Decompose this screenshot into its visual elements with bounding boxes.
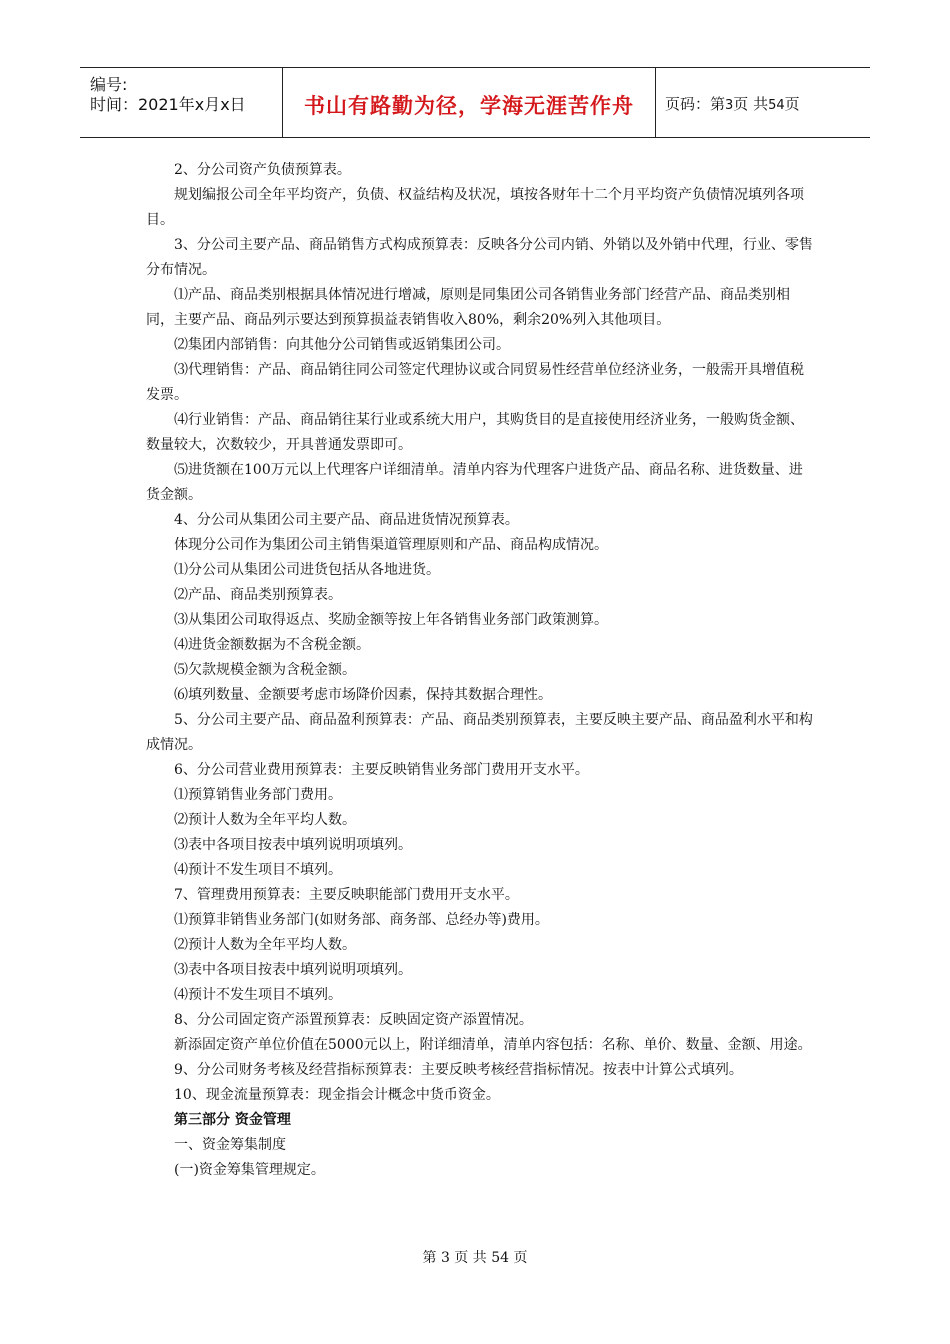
body-paragraph: ⑵产品、商品类别预算表。	[174, 587, 342, 603]
body-paragraph: 规划编报公司全年平均资产，负债、权益结构及状况，填按各财年十二个月平均资产负债情况填列各项目。	[146, 187, 804, 228]
document-number-label: 编号:	[90, 75, 128, 94]
body-paragraph: 6、分公司营业费用预算表：主要反映销售业务部门费用开支水平。	[174, 762, 589, 778]
page-code-prefix: 页码：第	[665, 95, 726, 113]
body-paragraph: ⑴预算销售业务部门费用。	[174, 787, 342, 803]
header-page-code-cell	[655, 68, 870, 137]
document-body	[146, 158, 814, 1183]
body-paragraph: ⑶从集团公司取得返点、奖励金额等按上年各销售业务部门政策测算。	[174, 612, 608, 628]
body-paragraph: ⑸进货额在100万元以上代理客户详细清单。清单内容为代理客户进货产品、商品名称、进货数量、进货金额。	[146, 462, 803, 503]
body-paragraph: 新添固定资产单位价值在5000元以上，附详细清单，清单内容包括：名称、单价、数量、金额、用途。	[174, 1037, 812, 1053]
body-paragraph: 3、分公司主要产品、商品销售方式构成预算表：反映各分公司内销、外销以及外销中代理，行业、零售分布情况。	[146, 237, 813, 278]
body-paragraph: ⑷进货金额数据为不含税金额。	[174, 637, 370, 653]
body-paragraph: ⑹填列数量、金额要考虑市场降价因素，保持其数据合理性。	[174, 687, 552, 703]
body-paragraph: 5、分公司主要产品、商品盈利预算表：产品、商品类别预算表，主要反映主要产品、商品盈利水平和构成情况。	[146, 712, 813, 753]
body-paragraph: (一)资金筹集管理规定。	[174, 1162, 325, 1178]
body-paragraph: ⑷行业销售：产品、商品销往某行业或系统大用户，其购货目的是直接使用经济业务，一般购货金额、数量较大，次数较少，开具普通发票即可。	[146, 412, 804, 453]
document-time-label: 时间：2021年x月x日	[90, 95, 246, 114]
header-motto-cell	[282, 68, 656, 137]
body-paragraph: 10、现金流量预算表：现金指会计概念中货币资金。	[174, 1087, 500, 1103]
body-paragraph: ⑷预计不发生项目不填列。	[174, 987, 342, 1003]
body-paragraph: 2、分公司资产负债预算表。	[174, 162, 351, 178]
section-heading: 第三部分 资金管理	[174, 1112, 291, 1128]
body-paragraph: ⑵预计人数为全年平均人数。	[174, 937, 356, 953]
body-paragraph: ⑸欠款规模金额为含税金额。	[174, 662, 356, 678]
body-paragraph: 体现分公司作为集团公司主销售渠道管理原则和产品、商品构成情况。	[174, 537, 608, 553]
body-paragraph: ⑴分公司从集团公司进货包括从各地进货。	[174, 562, 440, 578]
body-paragraph: ⑷预计不发生项目不填列。	[174, 862, 342, 878]
header-page-code	[665, 93, 800, 114]
body-paragraph: ⑶表中各项目按表中填列说明项填列。	[174, 962, 412, 978]
body-paragraph: 7、管理费用预算表：主要反映职能部门费用开支水平。	[174, 887, 519, 903]
footer-page-number: 第 3 页 共 54 页	[422, 1250, 528, 1266]
body-paragraph: 8、分公司固定资产添置预算表：反映固定资产添置情况。	[174, 1012, 533, 1028]
page-code-suffix: 页	[784, 95, 800, 113]
page-footer	[0, 1247, 950, 1267]
body-paragraph: ⑶代理销售：产品、商品销往同公司签定代理协议或合同贸易性经营单位经济业务，一般需开具增值税发票。	[146, 362, 804, 403]
body-paragraph: ⑵集团内部销售：向其他分公司销售或返销集团公司。	[174, 337, 510, 353]
page-code-mid: 页 共	[733, 95, 769, 113]
header-meta-cell	[80, 68, 282, 137]
body-paragraph: ⑵预计人数为全年平均人数。	[174, 812, 356, 828]
page-code-current: 3	[725, 98, 734, 113]
header-motto: 书山有路勤为径，学海无涯苦作舟	[304, 94, 634, 118]
page-header	[80, 67, 870, 138]
body-paragraph: 4、分公司从集团公司主要产品、商品进货情况预算表。	[174, 512, 519, 528]
page-code-total: 54	[768, 98, 785, 113]
body-paragraph: 一、资金筹集制度	[174, 1137, 286, 1153]
body-paragraph: 9、分公司财务考核及经营指标预算表：主要反映考核经营指标情况。按表中计算公式填列。	[174, 1062, 743, 1078]
body-paragraph: ⑴预算非销售业务部门(如财务部、商务部、总经办等)费用。	[174, 912, 549, 928]
body-paragraph: ⑴产品、商品类别根据具体情况进行增减，原则是同集团公司各销售业务部门经营产品、商品类别相同，主要产品、商品列示要达到预算损益表销售收入80%，剩余20%列入其他项目。	[146, 287, 790, 328]
body-paragraph: ⑶表中各项目按表中填列说明项填列。	[174, 837, 412, 853]
